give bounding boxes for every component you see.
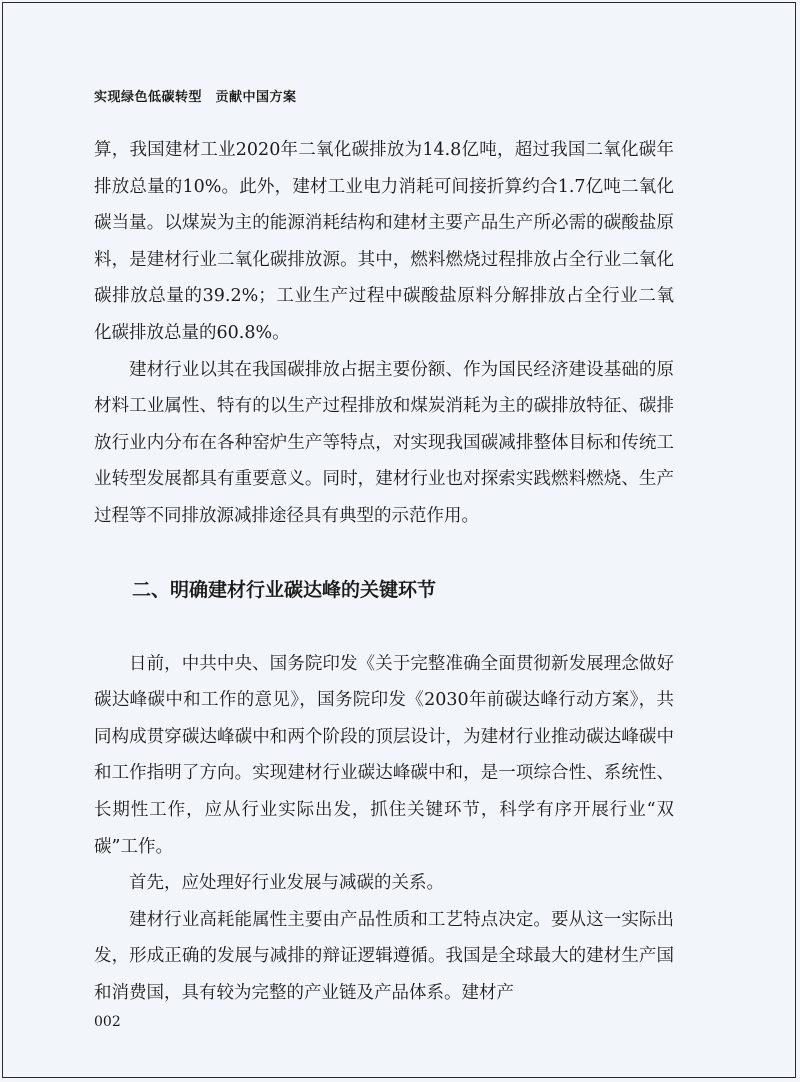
body-paragraph: 建材行业高耗能属性主要由产品性质和工艺特点决定。要从这一实际出发，形成正确的发展与减排的辩证逻辑遵循。我国是全球最大的建材生产国和消费国，具有较为完整的产业链及产品体系。建材产 (94, 909, 674, 1003)
body-paragraph: 算，我国建材工业2020年二氧化碳排放为14.8亿吨，超过我国二氧化碳年排放总量的10%。此外，建材工业电力消耗可间接折算约合1.7亿吨二氧化碳当量。以煤炭为主的能源消耗结构和建材主要产品生产所必需的碳酸盐原料，是建材行业二氧化碳排放源。其中，燃料燃烧过程排放占全行业二氧化碳排放总量的39.2%；工业生产过程中碳酸盐原料分解排放占全行业二氧化碳排放总量的60.8%。 (94, 140, 674, 343)
page-body (94, 132, 674, 1011)
body-paragraph: 首先，应处理好行业发展与减碳的关系。 (129, 873, 444, 894)
body-paragraph: 日前，中共中央、国务院印发《关于完整准确全面贯彻新发展理念做好碳达峰碳中和工作的意见》，国务院印发《2030年前碳达峰行动方案》，共同构成贯穿碳达峰碳中和两个阶段的顶层设计，为建材行业推动碳达峰碳中和工作指明了方向。实现建材行业碳达峰碳中和，是一项综合性、系统性、长期性工作，应从行业实际出发，抓住关键环节，科学有序开展行业“双碳”工作。 (94, 653, 674, 857)
running-header: 实现绿色低碳转型 贡献中国方案 (94, 90, 297, 105)
body-paragraph: 建材行业以其在我国碳排放占据主要份额、作为国民经济建设基础的原材料工业属性、特有的以生产过程排放和煤炭消耗为主的碳排放特征、碳排放行业内分布在各种窑炉生产等特点，对实现我国碳减排整体目标和传统工业转型发展都具有重要意义。同时，建材行业也对探索实践燃料燃烧、生产过程等不同排放源减排途径具有典型的示范作用。 (94, 359, 674, 526)
page-number: 002 (94, 1014, 121, 1030)
section-heading: 二、明确建材行业碳达峰的关键环节 (132, 578, 437, 601)
